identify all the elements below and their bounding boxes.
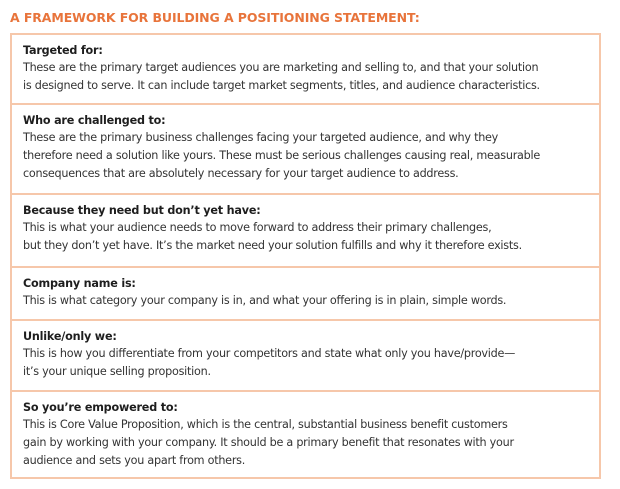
- body-line: These are the primary target audiences you are marketing and selling to, and that your solution: [23, 61, 539, 74]
- section-because-they-need: [12, 193, 599, 267]
- section-heading: Targeted for:: [23, 44, 103, 57]
- body-line: consequences that are absolutely necessary for your target audience to address.: [23, 167, 459, 180]
- section-heading: Company name is:: [23, 277, 136, 290]
- body-line: it’s your unique selling proposition.: [23, 365, 211, 378]
- body-line: This is Core Value Proposition, which is the central, substantial business benefit customers: [23, 418, 508, 431]
- framework-table: [10, 33, 601, 479]
- section-company-name: [12, 266, 599, 320]
- section-body: [23, 59, 589, 95]
- section-body: [23, 345, 589, 381]
- body-line: gain by working with your company. It should be a primary benefit that resonates with your: [23, 436, 514, 449]
- section-body: [23, 416, 589, 470]
- body-line: therefore need a solution like yours. These must be serious challenges causing real, measurable: [23, 149, 541, 162]
- body-line: This is how you differentiate from your competitors and state what only you have/provide—: [23, 347, 516, 360]
- section-heading: Who are challenged to:: [23, 114, 166, 127]
- body-line: This is what category your company is in, and what your offering is in plain, simple words.: [23, 294, 507, 307]
- section-body: [23, 292, 589, 310]
- section-body: [23, 129, 589, 183]
- page-title: A FRAMEWORK FOR BUILDING A POSITIONING STATEMENT:: [10, 10, 420, 25]
- section-heading: Unlike/only we:: [23, 330, 117, 343]
- section-unlike-only-we: [12, 319, 599, 391]
- body-line: but they don’t yet have. It’s the market need your solution fulfills and why it therefore exists.: [23, 239, 522, 252]
- body-line: audience and sets you apart from others.: [23, 454, 246, 467]
- section-targeted-for: [12, 35, 599, 104]
- body-line: is designed to serve. It can include target market segments, titles, and audience characteristics.: [23, 79, 540, 92]
- section-body: [23, 219, 589, 255]
- section-empowered-to: [12, 390, 599, 477]
- body-line: This is what your audience needs to move forward to address their primary challenges,: [23, 221, 492, 234]
- section-who-are-challenged: [12, 103, 599, 194]
- body-line: These are the primary business challenges facing your targeted audience, and why they: [23, 131, 499, 144]
- section-heading: So you’re empowered to:: [23, 401, 178, 414]
- section-heading: Because they need but don’t yet have:: [23, 204, 261, 217]
